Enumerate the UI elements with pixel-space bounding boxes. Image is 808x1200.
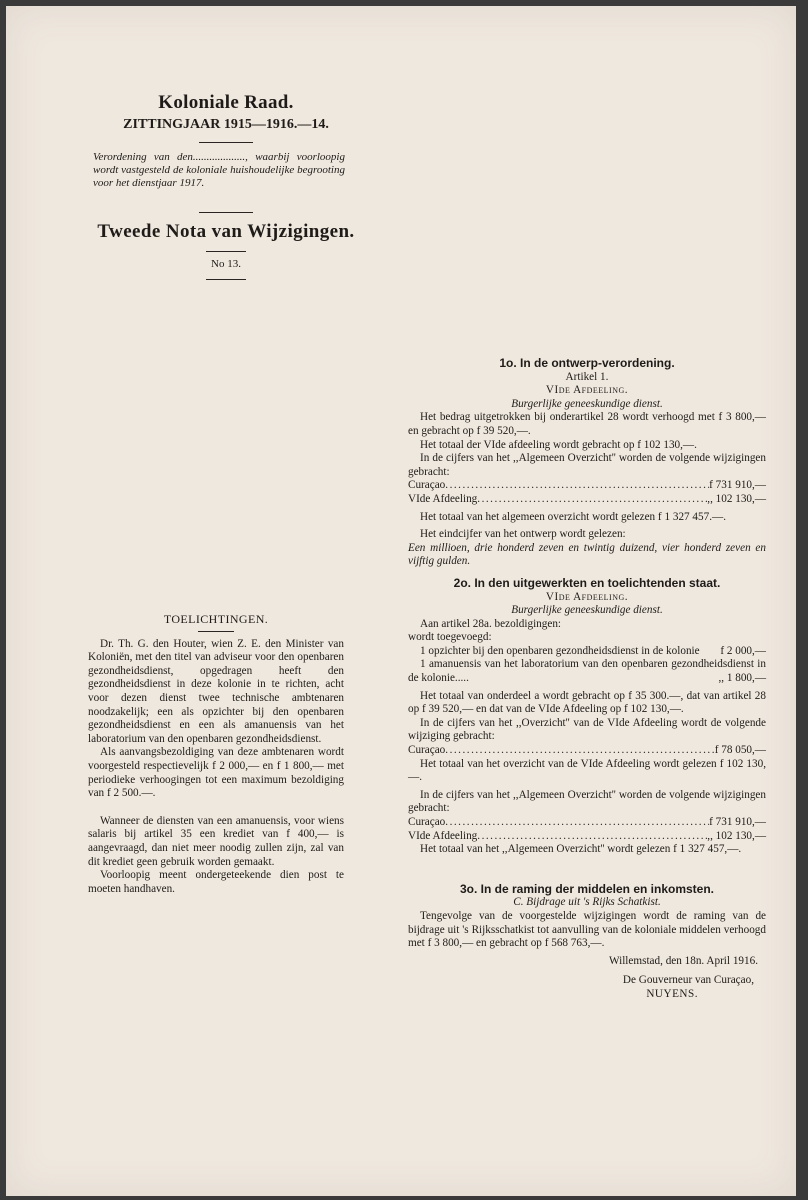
section2-item-2 [408,658,766,685]
row-value: ,, 102 130,— [707,492,766,505]
divider [206,279,246,280]
item-label: 1 amanuensis van het laboratorium van den openbaren gezondheidsdienst in de kolonie..... [408,658,766,685]
row-label: Curaçao [408,744,446,757]
toelichting-paragraph-2: Als aanvangsbezoldiging van deze ambtenaren wordt voorgesteld respectievelijk f 2 000,— en f 1 800,— met periodieke verhoogingen tot een maximum bezoldiging van f 2 500.—. [88,746,344,800]
row-label: VIde Afdeeling [408,829,478,842]
section1-dienst: Burgerlijke geneeskundige dienst. [511,397,663,410]
section3-heading: 3o. In de raming der middelen en inkomsten. [459,881,715,896]
section1-heading: 1o. In de ontwerp-verordening. [499,356,675,370]
row-value: f 78 050,— [714,744,766,757]
row-label: Curaçao [408,479,446,492]
section1-paragraph-3: In de cijfers van het ,,Algemeen Overzicht'' worden de volgende wijzigingen gebracht: [408,452,766,478]
toelichting-paragraph-3: Wanneer de diensten van een amanuensis, voor wiens salaris bij artikel 35 een krediet van f 400,— is aangevraagd, dan niet meer noodig zullen zijn, zal van dit krediet geen gebruik worden gemaakt. [88,814,344,868]
section1-row-afdeeling [408,493,766,507]
council-title: Koloniale Raad. [158,92,294,113]
section2-dienst: Burgerlijke geneeskundige dienst. [511,604,663,617]
session-year: ZITTINGJAAR 1915—1916.—14. [123,117,329,132]
section2-paragraph-7: Het totaal van het ,,Algemeen Overzicht'' wordt gelezen f 1 327 457,—. [420,843,742,856]
section2-paragraph-4: In de cijfers van het ,,Overzicht'' van de VIde Afdeeling wordt de volgende wijziging gebracht: [408,716,766,743]
document-page [6,6,796,1196]
section2-heading: 2o. In den uitgewerkten en toelichtenden staat. [453,575,721,590]
section2-paragraph-6: In de cijfers van het ,,Algemeen Overzicht'' worden de volgende wijzigingen gebracht: [408,788,766,815]
divider [206,251,246,252]
section1-artikel: Artikel 1. [565,370,609,383]
section1-row-curacao [408,479,766,493]
section2-paragraph-2: wordt toegevoegd: [408,631,492,644]
section2-paragraph-3: Het totaal van onderdeel a wordt gebracht op f 35 300.—, dat van artikel 28 op f 39 520,— en dat van de VIde Afdeeling op f 102 130,—. [408,689,766,716]
toelichtingen-column [88,613,344,896]
row-label: Curaçao [408,816,446,828]
signature-date: Willemstad, den 18n. April 1916. [608,954,758,967]
section3-sub: C. Bijdrage uit 's Rijks Schatkist. [513,896,661,909]
row-value: f 731 910,— [709,816,766,828]
nota-title: Tweede Nota van Wijzigingen. [97,221,355,242]
toelichting-paragraph-1: Dr. Th. G. den Houter, wien Z. E. den Minister van Koloniën, met den titel van adviseur voor den openbaren gezondheidsdienst, opgedragen heeft den gezondheidsdienst in deze kolonie in te richten, acht voor dezen dienst twee technische ambtenaren noodzakelijk; een als opzichter bij den openbaren gezondheidsdienst en een als amanuensis van het laboratorium van den openbaren gezondheidsdienst. [88,637,344,745]
section1-paragraph-4: Het totaal van het algemeen overzicht wordt gelezen f 1 327 457.—. [420,510,726,523]
document-number: No 13. [211,258,241,270]
row-value: ,, 102 130,— [707,829,766,842]
ordinance-description: Verordening van den..................., waarbij voorloopig wordt vastgesteld de koloniale huishoudelijke begrooting voor het dienstjaar 1917. [93,151,345,189]
toelichtingen-heading: TOELICHTINGEN. [163,612,269,626]
item-label: 1 opzichter bij den openbaren gezondheidsdienst in de kolonie [420,644,700,657]
section1-afdeeling: VIde Afdeeling. [545,384,629,397]
item-value: f 2 000,— [720,644,766,657]
section1-paragraph-6: Een millioen, drie honderd zeven en twintig duizend, vier honderd zeven en vijftig gulden. [408,541,766,568]
section1-paragraph-1: Het bedrag uitgetrokken bij onderartikel 28 wordt verhoogd met f 3 800,— en gebracht op f 39 520,—. [408,411,766,437]
section2-item-1 [408,645,766,659]
section2-row-curacao [408,744,766,758]
section3-paragraph-1: Tengevolge van de voorgestelde wijzigingen wordt de raming van de bijdrage uit 's Rijksschatkist tot aanvulling van de koloniale middelen verhoogd met f 3 800,— en gebracht op f 568 763,—. [408,909,766,950]
section1-paragraph-2: Het totaal der VIde afdeeling wordt gebracht op f 102 130,—. [420,438,697,451]
section2-paragraph-5: Het totaal van het overzicht van de VIde Afdeeling wordt gelezen f 102 130,—. [408,757,766,784]
item-value: ,, 1 800,— [718,672,766,685]
section2-row-afdeeling [408,830,766,844]
section2-afdeeling: VIde Afdeeling. [545,590,629,603]
divider [199,142,253,143]
signatory-name: NUYENS. [646,987,698,1000]
signatory-title: De Gouverneur van Curaçao, [622,974,754,987]
section2-row-curacao-total [408,816,766,830]
divider [198,631,234,632]
row-value: f 731 910,— [709,479,766,492]
toelichting-paragraph-4: Voorloopig meent ondergeteekende dien post te moeten handhaven. [88,869,344,895]
divider [199,212,253,213]
section2-paragraph-1: Aan artikel 28a. bezoldigingen: [420,617,562,630]
amendments-column [408,357,766,1002]
section1-paragraph-5: Het eindcijfer van het ontwerp wordt gelezen: [420,528,626,541]
row-label: VIde Afdeeling [408,492,478,505]
